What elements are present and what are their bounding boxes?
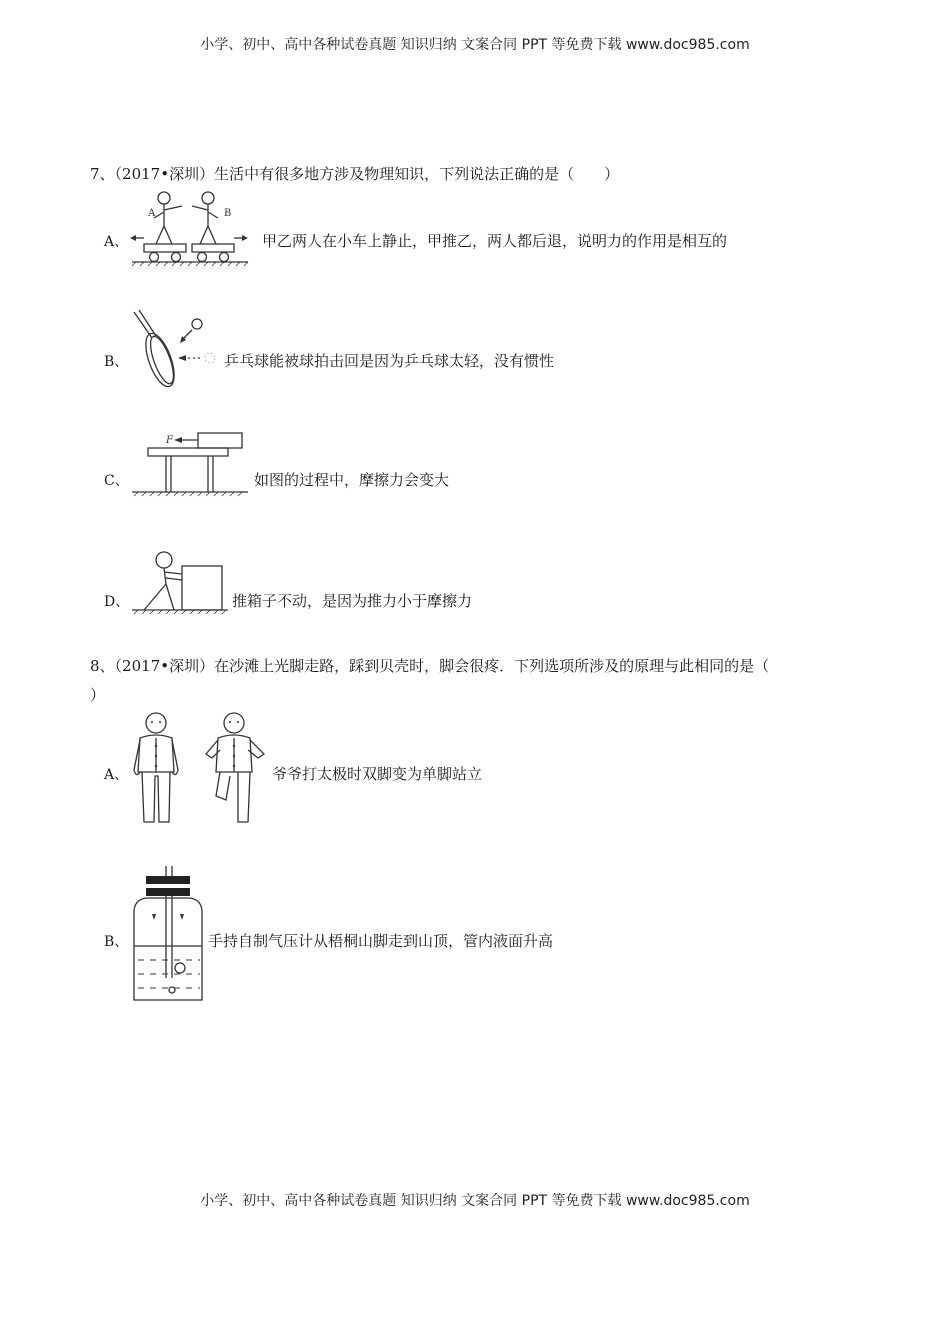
q8-option-b-letter: B、 xyxy=(104,934,129,950)
q7-c-figure xyxy=(130,430,250,498)
q8-option-a-letter: A、 xyxy=(104,767,129,783)
q7-option-d-letter: D、 xyxy=(104,594,130,610)
question-8-stem-line2: ） xyxy=(90,686,106,704)
q7-option-c-text: 如图的过程中，摩擦力会变大 xyxy=(254,471,450,489)
q7-option-a-text: 甲乙两人在小车上静止，甲推乙，两人都后退，说明力的作用是相互的 xyxy=(262,232,728,250)
label-f: F xyxy=(166,435,173,446)
q7-option-c-letter: C、 xyxy=(104,473,129,489)
q8-option-a-text: 爷爷打太极时双脚变为单脚站立 xyxy=(272,765,483,783)
q7-b-figure xyxy=(130,308,225,388)
q8-option-b-text: 手持自制气压计从梧桐山脚走到山顶，管内液面升高 xyxy=(208,932,554,950)
q7-option-d-text: 推箱子不动，是因为推力小于摩擦力 xyxy=(232,592,473,610)
label-a: A xyxy=(148,208,156,219)
q7-option-b-letter: B、 xyxy=(104,354,129,370)
q7-option-b-text: 乒乓球能被球拍击回是因为乒乓球太轻，没有惯性 xyxy=(224,352,555,370)
page-header: 小学、初中、高中各种试卷真题 知识归纳 文案合同 PPT 等免费下载 www.doc985.com xyxy=(200,37,750,53)
question-7-stem: 7、（2017•深圳）生活中有很多地方涉及物理知识，下列说法正确的是（ ） xyxy=(90,165,620,183)
q7-d-figure xyxy=(130,548,230,618)
question-8-stem-line1: 8、（2017•深圳）在沙滩上光脚走路，踩到贝壳时，脚会很疼．下列选项所涉及的原理与此相同的是（ xyxy=(90,657,770,675)
q8-a-figure xyxy=(130,710,270,828)
label-b: B xyxy=(224,208,232,219)
page-footer: 小学、初中、高中各种试卷真题 知识归纳 文案合同 PPT 等免费下载 www.doc985.com xyxy=(200,1193,750,1209)
q7-option-a-letter: A、 xyxy=(104,234,129,250)
q7-a-figure xyxy=(130,186,250,266)
q8-b-figure xyxy=(130,866,210,1006)
